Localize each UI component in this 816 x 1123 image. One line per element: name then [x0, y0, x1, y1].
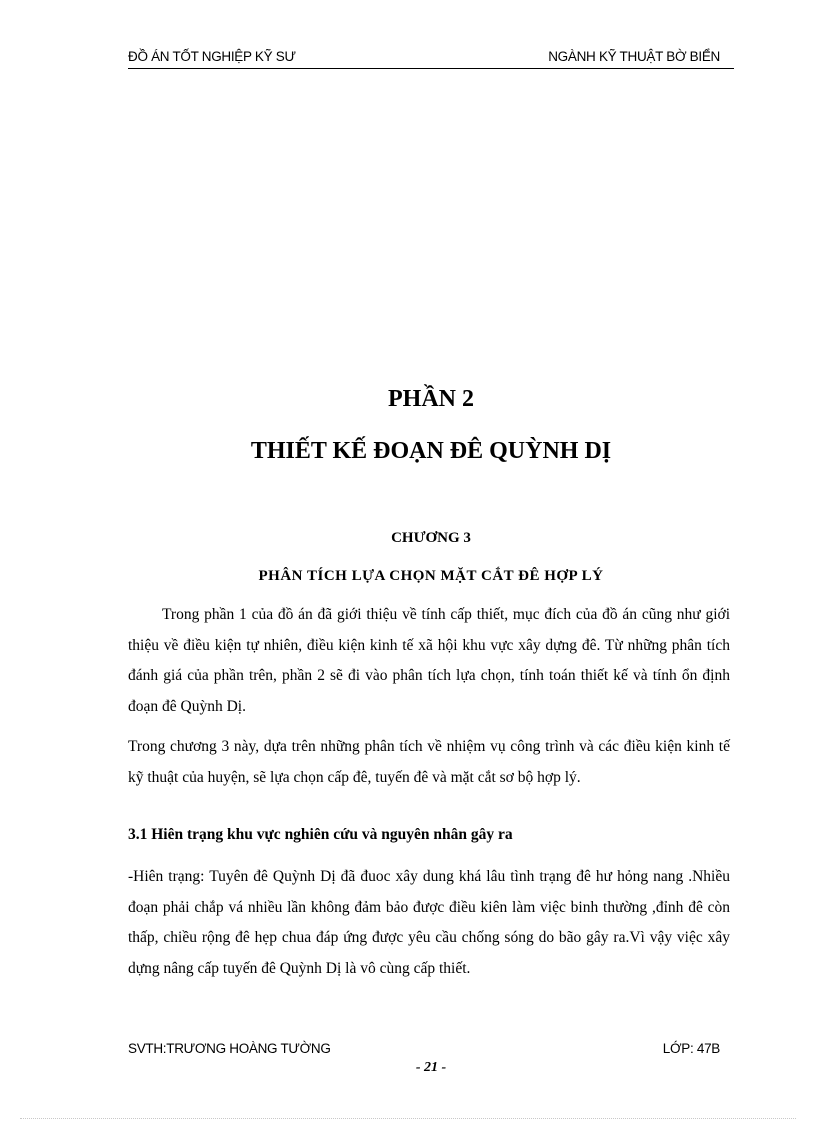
footer-student-name: SVTH:TRƯƠNG HOÀNG TƯỜNG	[128, 1041, 331, 1056]
part-title: PHẦN 2	[388, 386, 474, 412]
chapter-subtitle: PHÂN TÍCH LỰA CHỌN MẶT CẮT ĐÊ HỢP LÝ	[258, 568, 604, 584]
body-paragraph-2: Trong chương 3 này, dựa trên những phân tích về nhiệm vụ công trình và các điều kiện kinh tế kỹ thuật của huyện, sẽ lựa chọn cấp đê, tuyến đê và mặt cắt sơ bộ hợp lý.	[128, 738, 730, 786]
chapter-title: CHƯƠNG 3	[391, 530, 471, 546]
part-subtitle: THIẾT KẾ ĐOẠN ĐÊ QUỲNH DỊ	[250, 438, 612, 464]
footer-class: LỚP: 47B	[662, 1041, 720, 1056]
page-number: - 21 -	[415, 1060, 447, 1075]
section-heading: 3.1 Hiên trạng khu vực nghiên cứu và nguyên nhân gây ra	[128, 826, 513, 843]
page-edge-divider	[20, 1118, 796, 1119]
header-right-text: NGÀNH KỸ THUẬT BỜ BIỂN	[548, 49, 720, 64]
page-header	[128, 48, 734, 69]
body-paragraph-3: -Hiên trạng: Tuyên đê Quỳnh Dị đã đuoc xây dung khá lâu tình trạng đê hư hỏng nang .Nhiều đoạn phải chắp vá nhiều lần không đảm bảo được điều kiên làm việc binh thường ,đỉnh đê còn thấp, chiều rộng đê hẹp chua đáp ứng được yêu cầu chống sóng do bão gây ra.Vì vậy việc xây dựng nâng cấp tuyến đê Quỳnh Dị là vô cùng cấp thiết.	[128, 868, 730, 977]
body-paragraph-1: Trong phần 1 của đồ án đã giới thiệu về tính cấp thiết, mục đích của đồ án cũng như giới thiệu về điều kiện tự nhiên, điều kiện kinh tế xã hội khu vực xây dựng đê. Từ những phân tích đánh giá của phần trên, phần 2 sẽ đi vào phân tích lựa chọn, tính toán thiết kế và tính ổn định đoạn đê Quỳnh Dị.	[128, 606, 730, 715]
header-left-text: ĐỒ ÁN TỐT NGHIỆP KỸ SƯ	[128, 49, 296, 64]
